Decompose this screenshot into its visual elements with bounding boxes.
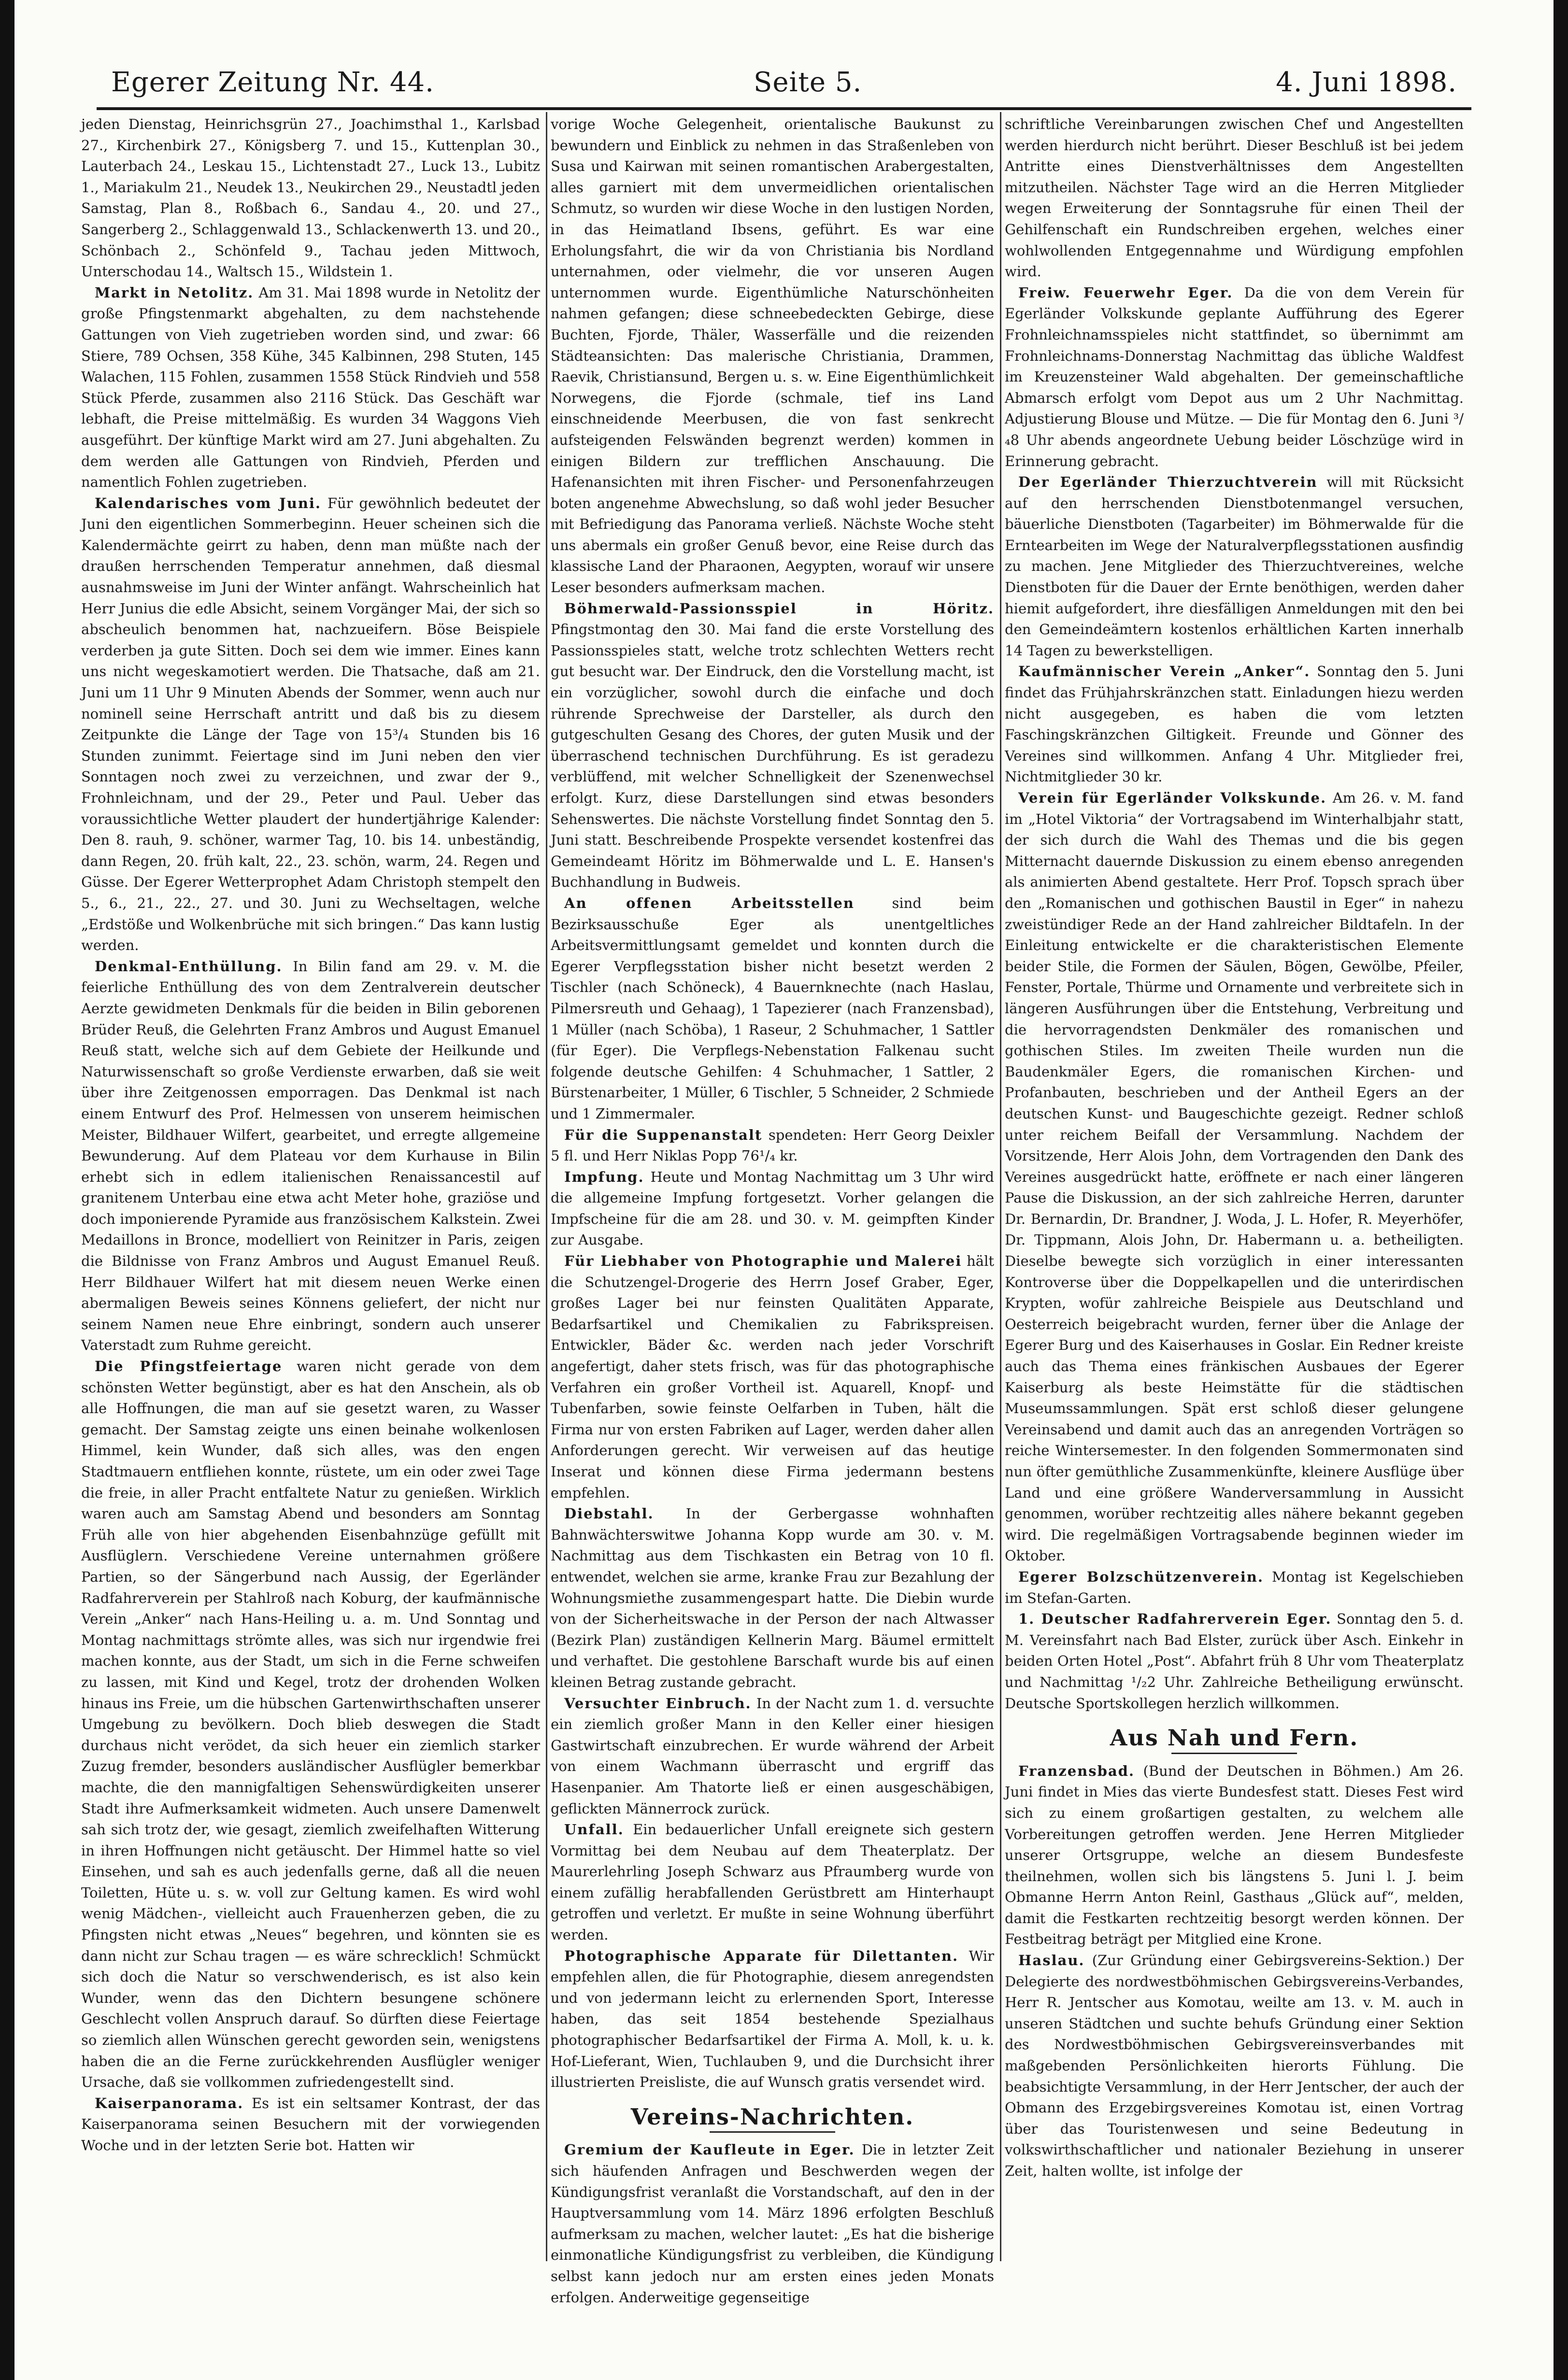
article-heading: Kaufmännischer Verein „Anker“. bbox=[1018, 663, 1311, 680]
article-text: will mit Rücksicht auf den herrschenden Dienstbotenmangel versuchen, bäuerliche Dienstboten (Tagarbeiter) im Böhmerwalde für die Erntearbeiten im Wege der Naturalverpflegsstationen ausfindig zu machen. Jene Mitglieder des Thierzuchtvereines, welche Dienstboten für die Dauer der Ernte benöthigen, werden daher hiemit aufgefordert, ihre diesfälligen Anmeldungen mit den bei den Gemeindeämtern kostenlos erhältlichen Karten innerhalb 14 Tagen zu bewerkstelligen. bbox=[1005, 474, 1464, 659]
article-heading: An offenen Arbeitsstellen bbox=[564, 894, 855, 911]
article-heading: Der Egerländer Thierzuchtverein bbox=[1018, 474, 1318, 491]
article-heading: Kaiserpanorama. bbox=[95, 2095, 244, 2111]
article-paragraph bbox=[551, 893, 994, 1125]
article-heading: Diebstahl. bbox=[564, 1505, 654, 1522]
article-text: sind beim Bezirksausschuße Eger als unentgeltliches Arbeitsvermittlungsamt gemeldet und konnten durch die Egerer Verpflegsstation bisher nicht besetzt werden 2 Tischler (nach Schöneck), 4 Bauernknechte (nach Haslau, Pilmersreuth und Gehaag), 1 Tapezierer (nach Franzensbad), 1 Müller (nach Schöba), 1 Raseur, 2 Schuhmacher, 1 Sattler (für Eger). Die Verpflegs-Nebenstation Falkenau sucht folgende deutsche Gehilfen: 4 Schuhmacher, 1 Sattler, 2 Bürstenarbeiter, 1 Müller, 6 Tischler, 5 Schneider, 2 Schmiede und 1 Zimmermaler. bbox=[551, 894, 994, 1122]
article-paragraph bbox=[81, 493, 540, 956]
scan-border-right bbox=[1554, 0, 1568, 2380]
article-paragraph bbox=[551, 1946, 994, 2093]
article-paragraph bbox=[551, 1125, 994, 1167]
article-heading: Kalendarisches vom Juni. bbox=[95, 495, 322, 511]
article-paragraph bbox=[81, 283, 540, 493]
article-paragraph bbox=[81, 114, 540, 283]
article-paragraph bbox=[551, 1693, 994, 1820]
article-text: Am 26. v. M. fand im „Hotel Viktoria“ der Vortragsabend im Winterhalbjahr statt, der sich durch die Wahl des Themas und die bis gegen Mitternacht dauernde Diskussion zu einem ebenso anregenden als animierten Abend gestaltete. Herr Prof. Topsch sprach über den „Romanischen und gothischen Baustil in Eger“ in nahezu zweistündiger Rede an der Hand zahlreicher Bildtafeln. In der Einleitung entwickelte er die charakteristischen Elemente beider Stile, die Formen der Säulen, Bögen, Gewölbe, Pfeiler, Fenster, Portale, Thürme und Ornamente und verbreitete sich in längeren Ausführungen über die Entstehung, Verbreitung und die hervorragendsten Denkmäler des romanischen und gothischen Stiles. Im zweiten Theile wurden nun die Baudenkmäler Egers, die romanischen Kirchen- und Profanbauten, beschrieben und der Antheil Egers an der deutschen Kunst- und Baugeschichte gezeigt. Redner schloß unter reichem Beifall der Versammlung. Nachdem der Vorsitzende, Herr Alois John, dem Vortragenden den Dank des Vereines ausgedrückt hatte, eröffnete er nach einer längeren Pause die Diskussion, an der sich zahlreiche Herren, darunter Dr. Bernardin, Dr. Brandner, J. Woda, J. L. Hofer, R. Meyerhöfer, Dr. Tippmann, Alois John, Dr. Habermann u. a. betheiligten. Dieselbe bewegte sich vorzüglich in einer interessanten Kontroverse über die Doppelkapellen und die unterirdischen Krypten, wofür zahlreiche Beispiele aus Deutschland und Oesterreich beigebracht wurden, ferner über die Anlage der Egerer Burg und des Kaiserhauses in Goslar. Ein Redner kreiste auch das Thema eines fränkischen Ausbaues der Egerer Kaiserburg als beste Heimstätte für die städtischen Museumssammlungen. Spät erst schloß dieser gelungene Vereinsabend und damit auch das an anregenden Vorträgen so reiche Wintersemester. In den folgenden Sommermonaten sind nun öfter gemüthliche Zusammenkünfte, kleinere Ausflüge über Land und eine größere Wanderversammlung in Aussicht genommen, worüber rechtzeitig alles nähere bekannt gegeben wird. Die regelmäßigen Vortragsabende beginnen wieder im Oktober. bbox=[1005, 790, 1464, 1564]
article-paragraph bbox=[1005, 283, 1464, 472]
article-heading: Denkmal-Enthüllung. bbox=[95, 958, 283, 975]
article-text: In Bilin fand am 29. v. M. die feierliche Enthüllung des von dem Zentralverein deutscher Aerzte gewidmeten Denkmals für die beiden in Bilin geborenen Brüder Reuß, die Gelehrten Franz Ambros und August Emanuel Reuß statt, welche sich auf dem Gebiete der Heilkunde und Naturwissenschaft so große Verdienste erwarben, daß sie weit über ihre Zeitgenossen emporragen. Das Denkmal ist nach einem Entwurf des Prof. Helmessen von unserem heimischen Meister, Bildhauer Wilfert, gearbeitet, und erregte allgemeine Bewunderung. Auf dem Plateau vor dem Kurhause in Bilin erhebt sich in edlem italienischen Renaissancestil auf granitenem Unterbau eine etwa acht Meter hohe, graziöse und doch imponierende Pyramide aus französischem Kalkstein. Zwei Medaillons in Bronce, modelliert von Reinitzer in Paris, zeigen die Bildnisse von Franz Ambros und August Emanuel Reuß. Herr Bildhauer Wilfert hat mit diesem neuen Werke einen abermaligen Beweis seines Könnens geliefert, der nicht nur seinem Namen neue Ehre einbringt, sondern auch unserer Vaterstadt zum Ruhme gereicht. bbox=[81, 958, 540, 1354]
article-text: (Zur Gründung einer Gebirgsvereins-Sektion.) Der Delegierte des nordwestböhmischen Gebirgsvereins-Verbandes, Herr R. Jentscher aus Komotau, weilte am 13. v. M. auch in unseren Städtchen und suchte behufs Gründung einer Sektion des Nordwestböhmischen Gebirgsvereinsverbandes mit maßgebenden Persönlichkeiten hierorts Fühlung. Die beabsichtigte Versammlung, in der Herr Jentscher, der auch der Obmann des Erzgebirgsvereines Komotau ist, einen Vortrag über das Touristenwesen und seine Bedeutung in volkswirthschaftlicher und nationaler Beziehung in unserer Zeit, halten wollte, ist infolge der bbox=[1005, 1952, 1464, 2179]
page-header bbox=[111, 67, 1457, 105]
text-column-3 bbox=[1005, 114, 1464, 2268]
article-paragraph bbox=[1005, 1761, 1464, 1950]
section-rule bbox=[1171, 1753, 1297, 1754]
article-paragraph bbox=[551, 1251, 994, 1503]
article-heading: Haslau. bbox=[1018, 1952, 1085, 1969]
article-paragraph bbox=[1005, 1567, 1464, 1609]
article-heading: Böhmerwald-Passionsspiel in Höritz. bbox=[564, 600, 994, 617]
article-paragraph bbox=[1005, 788, 1464, 1567]
article-heading: Die Pfingstfeiertage bbox=[95, 1358, 283, 1375]
article-heading: Markt in Netolitz. bbox=[95, 284, 254, 301]
article-text: schriftliche Vereinbarungen zwischen Chef und Angestellten werden hierdurch nicht berührt. Dieser Beschluß ist bei jedem Antritte eines Dienstverhältnisses dem Angestellten mitzutheilen. Nächster Tage wird an die Herren Mitglieder wegen Erweiterung der Sonntagsruhe für einen Theil der Gehilfenschaft ein Rundschreiben ergehen, welches einer wohlwollenden Entgegennahme und Würdigung empfohlen wird. bbox=[1005, 116, 1464, 280]
article-text: Montag ist Kegelschieben im Stefan-Garten. bbox=[1005, 1568, 1464, 1606]
scan-border-left bbox=[0, 0, 14, 2380]
article-paragraph bbox=[551, 1819, 994, 1946]
article-paragraph bbox=[1005, 1950, 1464, 2182]
article-heading: Photographische Apparate für Dilettanten. bbox=[564, 1947, 959, 1964]
article-paragraph bbox=[551, 2139, 994, 2308]
article-text: Sonntag den 5. Juni findet das Frühjahrskränzchen statt. Einladungen hiezu werden nicht ausgegeben, es haben die vom letzten Faschingskränzchen Giltigkeit. Freunde und Gönner des Vereines sind willkommen. Anfang 4 Uhr. Mitglieder frei, Nichtmitglieder 30 kr. bbox=[1005, 663, 1464, 785]
article-text: Ein bedauerlicher Unfall ereignete sich gestern Vormittag bei dem Neubau auf dem Theaterplatz. Der Maurerlehrling Joseph Schwarz aus Pfraumberg wurde von einem zufällig herabfallenden Gerüstbrett am Hinterhaupt getroffen und verletzt. Er mußte in seine Wohnung überführt werden. bbox=[551, 1821, 995, 1943]
article-text: waren nicht gerade von dem schönsten Wetter begünstigt, aber es hat den Anschein, als ob alle Hoffnungen, die man auf sie gesetzt waren, zu Wasser gemacht. Der Samstag zeigte uns einen beinahe wolkenlosen Himmel, kein Wunder, daß sich alles, was den engen Stadtmauern entfliehen konnte, rüstete, um ein oder zwei Tage die freie, in aller Pracht entfaltete Natur zu genießen. Wirklich waren auch am Samstag Abend und besonders am Sonntag Früh alle von hier abgehenden Eisenbahnzüge gefüllt mit Ausflüglern. Verschiedene Vereine unternahmen größere Partien, so der Sängerbund nach Aussig, der Egerländer Radfahrerverein per Stahlroß nach Koburg, der kaufmännische Verein „Anker“ nach Hans-Heiling u. a. m. Und Sonntag und Montag nachmittags strömte alles, was sich nur irgendwie frei machen konnte, aus der Stadt, um sich in die Ferne schweifen zu lassen, mit Kind und Kegel, trotz der drohenden Wolken hinaus ins Freie, um die hübschen Gartenwirthschaften unserer Umgebung zu bevölkern. Doch blieb deswegen die Stadt durchaus nicht verödet, da sich heuer ein ziemlich starker Zuzug fremder, besonders ausländischer Ausflügler bemerkbar machte, die den mannigfaltigen Sehenswürdigkeiten unserer Stadt ihre Aufmerksamkeit widmeten. Auch unsere Damenwelt sah sich trotz der, wie gesagt, ziemlich zweifelhaften Witterung in ihren Hoffnungen nicht getäuscht. Der Himmel hatte so viel Einsehen, und sah es auch jedenfalls gerne, daß all die neuen Toiletten, Hüte u. s. w. voll zur Geltung kamen. Es wird wohl wenig Mädchen-, vielleicht auch Frauenherzen geben, die zu Pfingsten nicht etwas „Neues“ begehren, und könnten sie es dann nicht zur Schau tragen — es wäre schrecklich! Schmückt sich doch die Natur so verschwenderisch, es ist also kein Wunder, wenn das den Dichtern besungene schönere Geschlecht vollen Anspruch darauf. So dürften diese Feiertage so ziemlich allen Wünschen gerecht geworden sein, wenigstens haben die an die Ferne zurückkehrenden Ausflügler weniger Ursache, daß sie vollkommen zufriedengestellt sind. bbox=[81, 1358, 541, 2091]
article-heading: Franzensbad. bbox=[1018, 1762, 1135, 1779]
column-divider bbox=[1000, 112, 1001, 2261]
article-paragraph bbox=[1005, 1609, 1464, 1714]
article-text: Pfingstmontag den 30. Mai fand die erste Vorstellung des Passionsspieles statt, welche trotz schlechten Wetters recht gut besucht war. Der Eindruck, den die Vorstellung macht, ist ein vorzüglicher, sowohl durch die einfache und doch rührende Sprechweise der Darsteller, als durch den gutgeschulten Gesang des Chores, der guten Musik und der überraschend technischen Durchführung. Es ist geradezu verblüffend, mit welcher Schnelligkeit der Szenenwechsel erfolgt. Kurz, diese Darstellungen sind etwas besonders Sehenswertes. Die nächste Vorstellung findet Sonntag den 5. Juni statt. Beschreibende Prospekte versendet kostenfrei das Gemeindeamt Höritz im Böhmerwalde und L. E. Hansen's Buchhandlung in Budweis. bbox=[551, 621, 994, 891]
article-paragraph bbox=[551, 598, 994, 893]
header-rule bbox=[97, 107, 1471, 110]
article-text: Die in letzter Zeit sich häufenden Anfragen und Beschwerden wegen der Kündigungsfrist veranlaßt die Vorstandschaft, auf den in der Hauptversammlung vom 14. März 1896 erfolgten Beschluß aufmerksam zu machen, welcher lautet: „Es hat die bisherige einmonatliche Kündigungsfrist zu verbleiben, die Kündigung selbst kann jedoch nur am ersten eines jeden Monats erfolgen. Anderweitige gegenseitige bbox=[551, 2141, 994, 2306]
article-paragraph bbox=[1005, 472, 1464, 661]
article-heading: Gremium der Kaufleute in Eger. bbox=[564, 2141, 855, 2158]
article-text: jeden Dienstag, Heinrichsgrün 27., Joachimsthal 1., Karlsbad 27., Kirchenbirk 27., Königsberg 7. und 15., Kuttenplan 30., Lauterbach 24., Leskau 15., Lichtenstadt 27., Luck 13., Lubitz 1., Mariakulm 21., Neudek 13., Neukirchen 29., Neustadtl jeden Samstag, Plan 8., Roßbach 6., Sandau 4., 20. und 27., Sangerberg 2., Schlaggenwald 13., Schlackenwerth 13. und 20., Schönbach 2., Schönfeld 9., Tachau jeden Mittwoch, Unterschodau 14., Waltsch 15., Wildstein 1. bbox=[81, 116, 540, 280]
issue-date: 4. Juni 1898. bbox=[1276, 67, 1457, 98]
article-text: (Bund der Deutschen in Böhmen.) Am 26. Juni findet in Mies das vierte Bundesfest statt. Dieses Fest wird sich zu einem großartigen gestalten, zu welchem alle Vorbereitungen getroffen werden. Jene Herren Mitglieder unserer Ortsgruppe, welche an diesem Bundesfeste theilnehmen, wollen sich bis längstens 5. Juni l. J. beim Obmanne Herrn Anton Reinl, Gasthaus „Glück auf“, melden, damit die Festkarten rechtzeitig besorgt werden können. Der Festbeitrag beträgt per Mitglied eine Krone. bbox=[1005, 1762, 1464, 1948]
article-text: vorige Woche Gelegenheit, orientalische Baukunst zu bewundern und Einblick zu nehmen in das Straßenleben von Susa und Kairwan mit seinen romantischen Arabergestalten, alles garniert mit dem unvermeidlichen orientalischen Schmutz, so wurden wir diese Woche in den lustigen Norden, in das Heimatland Ibsens, geführt. Es war eine Erholungsfahrt, die wir da von Christiania bis Nordland unternahmen, oder vielmehr, die vor unseren Augen unternommen wurde. Eigenthümliche Naturschönheiten nahmen gefangen; diese schneebedeckten Gebirge, diese Buchten, Fjorde, Thäler, Wasserfälle und die reizenden Städteansichten: Das malerische Christiania, Drammen, Raevik, Christiansund, Bergen u. s. w. Eine Eigenthümlichkeit Norwegens, die Fjorde (schmale, tief ins Land einschneidende Meerbusen, die von fast senkrecht aufsteigenden Felswänden begrenzt werden) kommen in einigen Bildern zur trefflichen Anschauung. Die Hafenansichten mit ihren Fischer- und Personenfahrzeugen boten angenehme Abwechslung, so daß wohl jeder Besucher mit Befriedigung das Panorama verließ. Nächste Woche steht uns abermals ein großer Genuß bevor, eine Reise durch das klassische Land der Pharaonen, Aegypten, worauf wir unsere Leser besonders aufmerksam machen. bbox=[551, 116, 994, 596]
article-text: Heute und Montag Nachmittag um 3 Uhr wird die allgemeine Impfung fortgesetzt. Vorher gelangen die Impfscheine für die am 28. und 30. v. M. geimpften Kinder zur Ausgabe. bbox=[551, 1168, 994, 1248]
article-paragraph bbox=[1005, 661, 1464, 788]
section-heading: Vereins-Nachrichten. bbox=[630, 2103, 914, 2130]
article-heading: Für die Suppenanstalt bbox=[564, 1126, 763, 1143]
article-paragraph bbox=[551, 114, 994, 598]
article-text: In der Gerbergasse wohnhaften Bahnwächterswitwe Johanna Kopp wurde am 30. v. M. Nachmittag aus dem Tischkasten ein Betrag von 10 fl. entwendet, welchen sie arme, kranke Frau zur Bezahlung der Wohnungsmiethe zusammengespart hatte. Die Diebin wurde von der Sicherheitswache in der Person der nach Altwasser (Bezirk Plan) zuständigen Kellnerin Marg. Bäumel ermittelt und verhaftet. Die gestohlene Barschaft wurde bis auf einen kleinen Betrag zustande gebracht. bbox=[551, 1505, 994, 1690]
article-paragraph bbox=[81, 1356, 540, 2093]
article-text: Für gewöhnlich bedeutet der Juni den eigentlichen Sommerbeginn. Heuer scheinen sich die Kalendermächte geirrt zu haben, denn man müßte nach der draußen herrschenden Temperatur annehmen, daß diesmal ausnahmsweise im Juni der Winter anfängt. Wahrscheinlich hat Herr Junius die edle Absicht, seinem Vorgänger Mai, der sich so abscheulich benommen hat, nachzueifern. Böse Beispiele verderben ja gute Sitten. Doch sei dem wie immer. Eines kann uns nicht wegeskamotiert werden. Die Thatsache, daß am 21. Juni um 11 Uhr 9 Minuten Abends der Sommer, wenn auch nur nominell seine Herrschaft antritt und daß bis zu diesem Zeitpunkte die Länge der Tage von 15³/₄ Stunden bis 16 Stunden zunimmt. Feiertage sind im Juni neben den vier Sonntagen noch zwei zu verzeichnen, und zwar der 9., Frohnleichnam, und der 29., Peter und Paul. Ueber das voraussichtliche Wetter plaudert der hundertjährige Kalender: Den 8. rauh, 9. schöner, warmer Tag, 10. bis 14. unbeständig, dann Regen, 20. früh kalt, 22., 23. schön, warm, 24. Regen und Güsse. Der Egerer Wetterprophet Adam Christoph stempelt den 5., 6., 21., 22., 27. und 30. Juni zu Wechseltagen, welche „Erdstöße und Wolkenbrüche mit sich bringen.“ Das kann lustig werden. bbox=[81, 495, 540, 954]
article-heading: Freiw. Feuerwehr Eger. bbox=[1018, 284, 1233, 301]
page-number: Seite 5. bbox=[754, 67, 862, 98]
newspaper-title: Egerer Zeitung Nr. 44. bbox=[111, 67, 434, 98]
text-column-1 bbox=[81, 114, 540, 2268]
article-heading: Verein für Egerländer Volkskunde. bbox=[1018, 790, 1327, 806]
article-text: In der Nacht zum 1. d. versuchte ein ziemlich großer Mann in den Keller einer hiesigen Gastwirtschaft einzubrechen. Er wurde während der Arbeit von einem Wachmann überrascht und ergriff das Hasenpanier. Am Thatorte ließ er einen ausgeschäbigen, geflickten Männerrock zurück. bbox=[551, 1695, 994, 1817]
article-text: Es ist ein seltsamer Kontrast, der das Kaiserpanorama seinen Besuchern mit der vorwiegenden Woche und in der letzten Serie bot. Hatten wir bbox=[81, 2095, 540, 2153]
article-text: Sonntag den 5. d. M. Vereinsfahrt nach Bad Elster, zurück über Asch. Einkehr in beiden Orten Hotel „Post“. Abfahrt früh 8 Uhr vom Theaterplatz und Nachmittag ¹/₂2 Uhr. Zahlreiche Betheiligung erwünscht. Deutsche Sportskollegen herzlich willkommen. bbox=[1005, 1611, 1464, 1712]
text-column-2 bbox=[551, 114, 995, 2306]
article-paragraph bbox=[551, 1503, 994, 1693]
article-text: Am 31. Mai 1898 wurde in Netolitz der große Pfingstenmarkt abgehalten, zu dem nachstehende Gattungen von Vieh zugetrieben worden sind, und zwar: 66 Stiere, 789 Ochsen, 358 Kühe, 345 Kalbinnen, 298 Stuten, 145 Walachen, 115 Fohlen, zusammen 1558 Stück Rindvieh und 558 Stück Pferde, zusammen also 2116 Stück. Das Geschäft war lebhaft, die Preise mittelmäßig. Es wurden 34 Waggons Vieh ausgeführt. Der künftige Markt wird am 27. Juni abgehalten. Zu dem werden alle Gattungen von Rindvieh, Pferden und namentlich Fohlen zugetrieben. bbox=[81, 284, 540, 491]
article-text: hält die Schutzengel-Drogerie des Herrn Josef Graber, Eger, großes Lager bei nur feinsten Qualitäten Apparate, Bedarfsartikel und Chemikalien zu Fabrikspreisen. Entwickler, Bäder &c. werden nach jeder Vorschrift angefertigt, daher stets frisch, was für das photographische Verfahren ein großer Vortheil ist. Aquarell, Knopf- und Tubenfarben, sowie feinste Oelfarben in Tuben, hält die Firma nur von ersten Fabriken auf Lager, werden daher allen Anforderungen gerecht. Wir verweisen auf das heutige Inserat und können diese Firma jedermann bestens empfehlen. bbox=[551, 1253, 995, 1501]
section-heading: Aus Nah und Fern. bbox=[1110, 1725, 1359, 1751]
article-heading: Unfall. bbox=[564, 1821, 624, 1838]
section-rule bbox=[710, 2131, 835, 2133]
article-heading: Impfung. bbox=[564, 1168, 644, 1185]
article-text: Wir empfehlen allen, die für Photographie, diesem anregendsten und von jedermann leicht zu erlernenden Sport, Interesse haben, das seit 1854 bestehende Spezialhaus photographischer Bedarfsartikel der Firma A. Moll, k. u. k. Hof-Lieferant, Wien, Tuchlauben 9, und die Durchsicht ihrer illustrierten Preisliste, die auf Wunsch gratis versendet wird. bbox=[551, 1947, 995, 2091]
article-heading: Versuchter Einbruch. bbox=[564, 1695, 752, 1712]
article-text: spendeten: Herr Georg Deixler 5 fl. und Herr Niklas Popp 76¹/₄ kr. bbox=[551, 1126, 994, 1164]
article-paragraph bbox=[81, 956, 540, 1356]
article-heading: 1. Deutscher Radfahrerverein Eger. bbox=[1018, 1611, 1332, 1628]
article-text: Da die von dem Verein für Egerländer Volkskunde geplante Aufführung des Egerer Frohnleichnamsspieles nicht stattfindet, so übernimmt am Frohnleichnams-Donnerstag Nachmittag das übliche Waldfest im Kreuzensteiner Wald abgehalten. Der gemeinschaftliche Abmarsch erfolgt vom Depot aus um 2 Uhr Nachmittag. Adjustierung Blouse und Mütze. — Die für Montag den 6. Juni ³/₄8 Uhr abends angeordnete Uebung beider Löschzüge wird in Erinnerung gebracht. bbox=[1005, 284, 1464, 469]
article-paragraph bbox=[551, 1167, 994, 1251]
article-heading: Egerer Bolzschützenverein. bbox=[1018, 1568, 1264, 1585]
article-paragraph bbox=[81, 2093, 540, 2156]
article-paragraph bbox=[1005, 114, 1464, 283]
article-heading: Für Liebhaber von Photographie und Malerei bbox=[564, 1253, 962, 1270]
column-divider bbox=[546, 112, 547, 2261]
